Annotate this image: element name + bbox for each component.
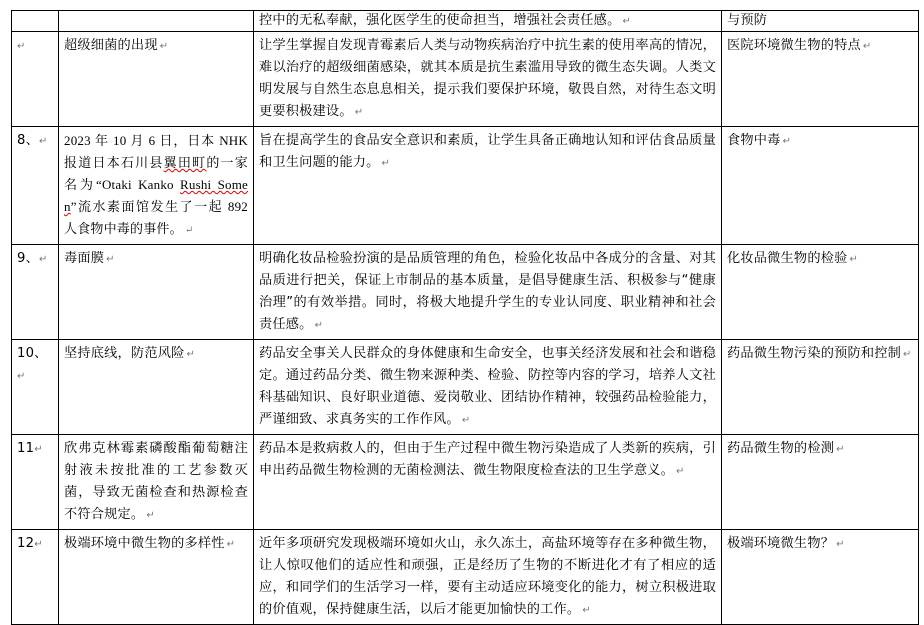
paragraph-mark: ↵: [17, 41, 26, 52]
cell-goal: 旨在提高学生的食品安全意识和素质，让学生具备正确地认知和评估食品质量和卫生问题的能力。 ↵: [254, 127, 722, 245]
cell-goal: 药品安全事关人民群众的身体健康和生命安全，也事关经济发展和社会和谐稳定。通过药品分类、微生物来源种类、检验、防控等内容的学习，培养人文社科基础知识、良好职业道德、爱岗敬业、团结协作精神，较强药品检验能力，严谨细致、求真务实的工作作风。 ↵: [254, 340, 722, 435]
paragraph-mark: ↵: [676, 466, 685, 477]
cell-case: [59, 11, 254, 32]
paragraph-mark: ↵: [186, 349, 196, 360]
paragraph-mark: ↵: [582, 605, 591, 616]
table-row: [12, 340, 919, 435]
cell-knowledge-point: 医院环境微生物的特点 ↵: [722, 32, 919, 127]
cell-case: 欣弗克林霉素磷酸酯葡萄糖注射液未按批准的工艺参数灭菌，导致无菌检查和热源检查不符合规定。 ↵: [59, 435, 254, 530]
cell-case: 极端环境中微生物的多样性 ↵: [59, 530, 254, 625]
paragraph-mark: ↵: [849, 254, 859, 265]
cell-case: 超级细菌的出现 ↵: [59, 32, 254, 127]
cell-knowledge-point: 化妆品微生物的检验 ↵: [722, 245, 919, 340]
cell-number: 9、↵: [12, 245, 59, 340]
cell-number: [12, 32, 59, 127]
cell-knowledge-point: 与预防: [722, 11, 919, 32]
paragraph-mark: ↵: [226, 539, 236, 550]
paragraph-mark: ↵: [836, 444, 845, 455]
cell-case: 坚持底线，防范风险 ↵: [59, 340, 254, 435]
cell-case: 毒面膜 ↵: [59, 245, 254, 340]
paragraph-mark: ↵: [461, 415, 471, 426]
cell-number: [12, 11, 59, 32]
paragraph-mark: ↵: [782, 136, 792, 147]
cell-case: 2023 年 10 月 6 日，日本 NHK 报道日本石川县翼田町的一家名为“Otaki Kanko Rushi Somen”流水素面馆发生了一起 892 人食物中毒的事件。 ↵: [59, 127, 254, 245]
cell-goal: 明确化妆品检验扮演的是品质管理的角色，检验化妆品中各成分的含量、对其品质进行把关，保证上市制品的基本质量，是倡导健康生活、积极参与“健康治理”的有效举措。同时，将极大地提升学生的专业认同度、职业精神和社会责任感。 ↵: [254, 245, 722, 340]
cell-knowledge-point: 食物中毒 ↵: [722, 127, 919, 245]
cell-goal: 让学生掌握自发现青霉素后人类与动物疾病治疗中抗生素的使用率高的情况，难以治疗的超级细菌感染，就其本质是抗生素滥用导致的微生态失调。人类文明发展与自然生态息息相关，提示我们要保护环境，敬畏自然，对待生态文明更要积极建设。 ↵: [254, 32, 722, 127]
paragraph-mark: ↵: [38, 136, 48, 147]
table-row: [12, 245, 919, 340]
table-row: [12, 530, 919, 625]
paragraph-mark: ↵: [314, 320, 324, 331]
paragraph-mark: ↵: [381, 158, 391, 169]
paragraph-mark: ↵: [34, 539, 43, 550]
paragraph-mark: ↵: [184, 225, 194, 236]
cell-goal: 药品本是救病救人的，但由于生产过程中微生物污染造成了人类新的疾病，引申出药品微生物检测的无菌检测法、微生物限度检查法的卫生学意义。 ↵: [254, 435, 722, 530]
spellcheck-flag: Rushi Somen: [64, 177, 248, 214]
paragraph-mark: ↵: [106, 254, 115, 265]
paragraph-mark: ↵: [159, 41, 169, 52]
table-row: [12, 435, 919, 530]
cell-number: 11↵: [12, 435, 59, 530]
paragraph-mark: ↵: [38, 254, 48, 265]
cell-goal: 控中的无私奉献，强化医学生的使命担当，增强社会责任感。 ↵: [254, 11, 722, 32]
paragraph-mark: ↵: [146, 510, 155, 521]
paragraph-mark: ↵: [622, 16, 632, 27]
cell-knowledge-point: 药品微生物污染的预防和控制 ↵: [722, 340, 919, 435]
table-row: [12, 11, 919, 32]
cell-number: 12↵: [12, 530, 59, 625]
paragraph-mark: ↵: [17, 371, 26, 382]
paragraph-mark: ↵: [34, 444, 43, 455]
spellcheck-flag: 翼田町: [163, 155, 207, 170]
course-case-table: [11, 10, 919, 625]
paragraph-mark: ↵: [836, 539, 845, 550]
table-row: [12, 32, 919, 127]
paragraph-mark: ↵: [862, 41, 872, 52]
cell-goal: 近年多项研究发现极端环境如火山，永久冻土，高盐环境等存在多种微生物，让人惊叹他们的适应性和顽强，正是经历了生物的不断进化才有了相应的适应，和同学们的生活学习一样，要有主动适应环境变化的能力，树立积极进取的价值观，保持健康生活，以后才能更加愉快的工作。 ↵: [254, 530, 722, 625]
paragraph-mark: ↵: [903, 349, 912, 360]
table-row: [12, 127, 919, 245]
cell-number: 10、↵: [12, 340, 59, 435]
cell-knowledge-point: 极端环境微生物？ ↵: [722, 530, 919, 625]
cell-knowledge-point: 药品微生物的检测 ↵: [722, 435, 919, 530]
cell-number: 8、↵: [12, 127, 59, 245]
paragraph-mark: ↵: [354, 107, 364, 118]
